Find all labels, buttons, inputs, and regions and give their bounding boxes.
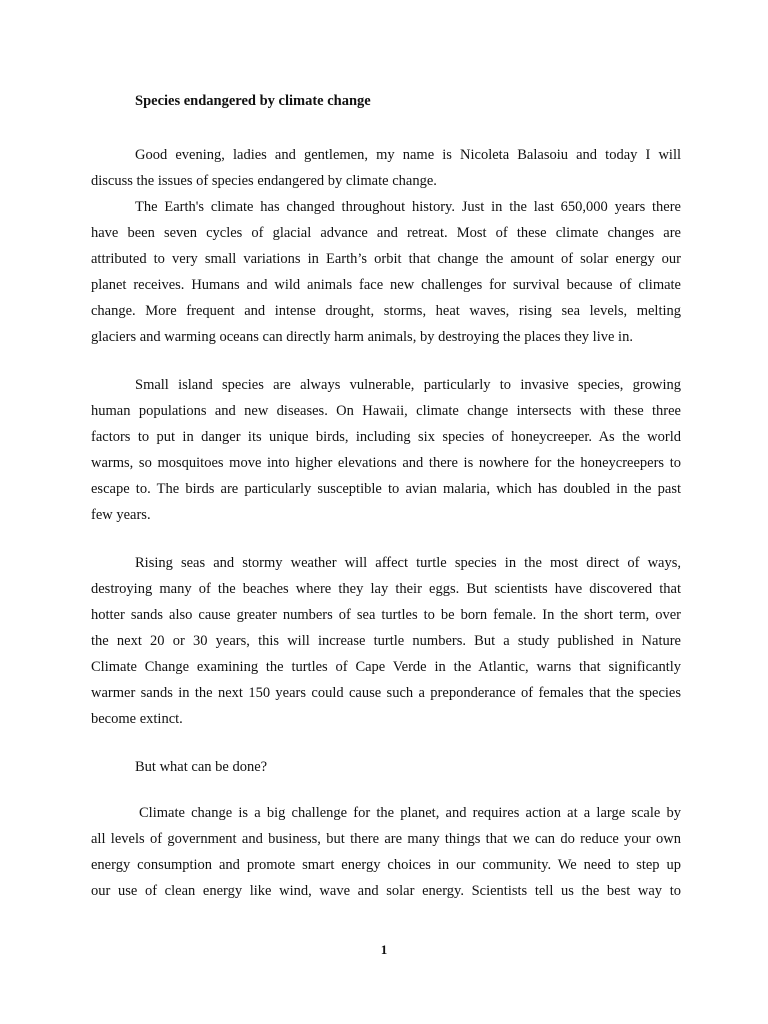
paragraph-line: become extinct. [91, 711, 183, 727]
paragraph-line: the next 20 or 30 years, this will increase turtle numbers. But a study published in Nature [91, 633, 681, 649]
paragraph-line: warms, so mosquitoes move into higher elevations and there is nowhere for the honeycreepers to [91, 455, 681, 471]
paragraph-line: factors to put in danger its unique birds, including six species of honeycreeper. As the world [91, 429, 681, 445]
paragraph-line: destroying many of the beaches where they lay their eggs. But scientists have discovered that [91, 581, 681, 597]
paragraph-line: human populations and new diseases. On Hawaii, climate change intersects with these three [91, 403, 681, 419]
paragraph-line: But what can be done? [135, 759, 268, 775]
paragraph-line: discuss the issues of species endangered by climate change. [91, 173, 437, 189]
paragraph-line: glaciers and warming oceans can directly harm animals, by destroying the places they live in. [91, 329, 633, 345]
page-number: 1 [380, 942, 388, 957]
paragraph-line: Rising seas and stormy weather will affect turtle species in the most direct of ways, [135, 555, 681, 571]
paragraph-line: The Earth's climate has changed throughout history. Just in the last 650,000 years there [135, 199, 681, 215]
paragraph-line: Small island species are always vulnerable, particularly to invasive species, growing [135, 377, 681, 393]
paragraph-line: energy consumption and promote smart energy choices in our community. We need to step up [91, 857, 681, 873]
paragraph-line: Climate Change examining the turtles of Cape Verde in the Atlantic, warns that significantly [91, 659, 681, 675]
paragraph-intro [91, 142, 681, 194]
paragraph-turtles [91, 550, 681, 732]
document-title: Species endangered by climate change [135, 93, 371, 109]
paragraph-line: Good evening, ladies and gentlemen, my name is Nicoleta Balasoiu and today I will [135, 147, 681, 163]
paragraph-line: attributed to very small variations in Earth’s orbit that change the amount of solar energy our [91, 251, 681, 267]
paragraph-line: have been seven cycles of glacial advance and retreat. Most of these climate changes are [91, 225, 681, 241]
paragraph-line: planet receives. Humans and wild animals face new challenges for survival because of climate [91, 277, 681, 293]
paragraph-question [91, 754, 681, 780]
paragraph-island-species [91, 372, 681, 528]
paragraph-line: change. More frequent and intense drought, storms, heat waves, rising sea levels, melting [91, 303, 681, 319]
paragraph-line: escape to. The birds are particularly susceptible to avian malaria, which has doubled in the past [91, 481, 681, 497]
paragraph-line: few years. [91, 507, 151, 523]
paragraph-actions [91, 800, 681, 904]
paragraph-line: all levels of government and business, but there are many things that we can do reduce your own [91, 831, 681, 847]
paragraph-line: our use of clean energy like wind, wave and solar energy. Scientists tell us the best way to [91, 883, 681, 899]
paragraph-line: hotter sands also cause greater numbers of sea turtles to be born female. In the short term, over [91, 607, 681, 623]
paragraph-earth-climate [91, 194, 681, 350]
paragraph-line: warmer sands in the next 150 years could cause such a preponderance of females that the species [91, 685, 681, 701]
paragraph-line: Climate change is a big challenge for the planet, and requires action at a large scale by [139, 805, 681, 821]
